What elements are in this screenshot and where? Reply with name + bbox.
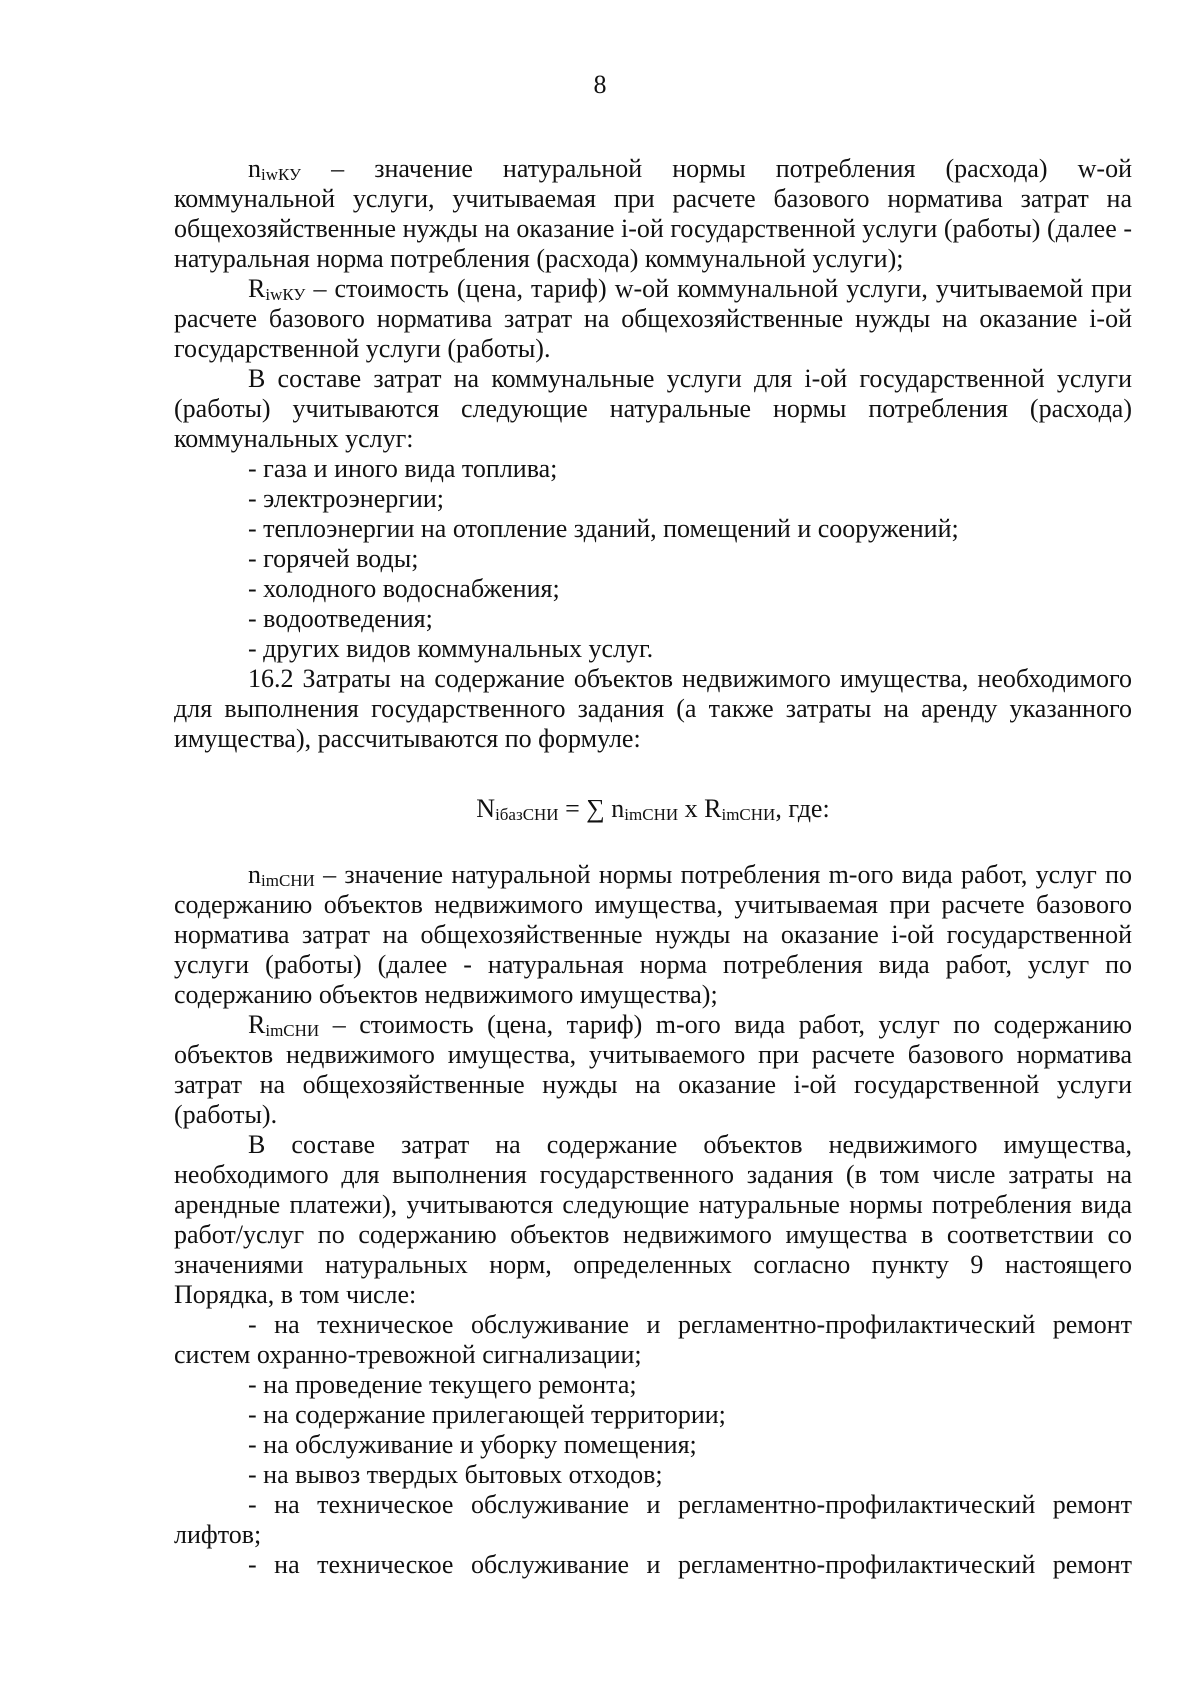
list-item: - на обслуживание и уборку помещения; [248,1430,697,1459]
paragraph-property-norms: В составе затрат на содержание объектов недвижимого имущества, необходимого для выполнения государственного задания (в том числе затраты на арендные платежи), учитываются следующие натуральные нормы потребления вида работ/услуг по содержанию объектов недвижимого имущества в соответствии со значениями натуральных норм, определенных согласно пункту 9 настоящего Порядка, в том числе: [174,1130,1132,1309]
list-item: - на проведение текущего ремонта; [248,1370,637,1399]
paragraph-16-2: 16.2 Затраты на содержание объектов недвижимого имущества, необходимого для выполнения государственного задания (а также затраты на аренду указанного имущества), рассчитываются по формуле: [174,664,1132,753]
definition-n-imsni: $n_{imСНИ}$ – значение натуральной нормы потребления m-ого вида работ, услуг по содержанию объектов недвижимого имущества, учитываемая при расчете базового норматива затрат на общехозяйственные нужды на оказание i-ой государственной услуги (работы) (далее - натуральная норма потребления вида работ, услуг по содержанию объектов недвижимого имущества); [174,860,1132,1009]
list-item: - электроэнергии; [248,484,444,513]
formula: $N_{iбазСНИ}$ = ∑ $n_{imСНИ}$ x $R_{imСНИ}$, где: [476,794,830,824]
list-item: - горячей воды; [248,544,419,573]
paragraph-utility-norms: В составе затрат на коммунальные услуги для i-ой государственной услуги (работы) учитываются следующие натуральные нормы потребления (расхода) коммунальных услуг: [174,364,1132,453]
list-item: - на техническое обслуживание и регламентно-профилактический ремонт [248,1550,1132,1579]
list-item: - теплоэнергии на отопление зданий, помещений и сооружений; [248,514,959,543]
list-item: - на вывоз твердых бытовых отходов; [248,1460,663,1489]
list-item: - на техническое обслуживание и регламентно-профилактический ремонт лифтов; [174,1490,1132,1549]
list-item: - на содержание прилегающей территории; [248,1400,726,1429]
page-number: 8 [593,70,607,99]
document-body [174,154,1132,1580]
list-item: - холодного водоснабжения; [248,574,560,603]
list-item: - водоотведения; [248,604,433,633]
list-item: - других видов коммунальных услуг. [248,634,654,663]
definition-r-imsni: $R_{imСНИ}$ – стоимость (цена, тариф) m-ого вида работ, услуг по содержанию объектов недвижимого имущества, учитываемого при расчете базового норматива затрат на общехозяйственные нужды на оказание i-ой государственной услуги (работы). [174,1010,1132,1129]
list-item: - на техническое обслуживание и регламентно-профилактический ремонт систем охранно-тревожной сигнализации; [174,1310,1132,1369]
list-item: - газа и иного вида топлива; [248,454,558,483]
definition-n-iwku: $n_{iwКУ}$ – значение натуральной нормы потребления (расхода) w-ой коммунальной услуги, учитываемая при расчете базового норматива затрат на общехозяйственные нужды на оказание i-ой государственной услуги (работы) (далее - натуральная норма потребления (расхода) коммунальной услуги); [174,154,1132,273]
definition-r-iwku: $R_{iwКУ}$ – стоимость (цена, тариф) w-ой коммунальной услуги, учитываемой при расчете базового норматива затрат на общехозяйственные нужды на оказание i-ой государственной услуги (работы). [174,274,1132,363]
